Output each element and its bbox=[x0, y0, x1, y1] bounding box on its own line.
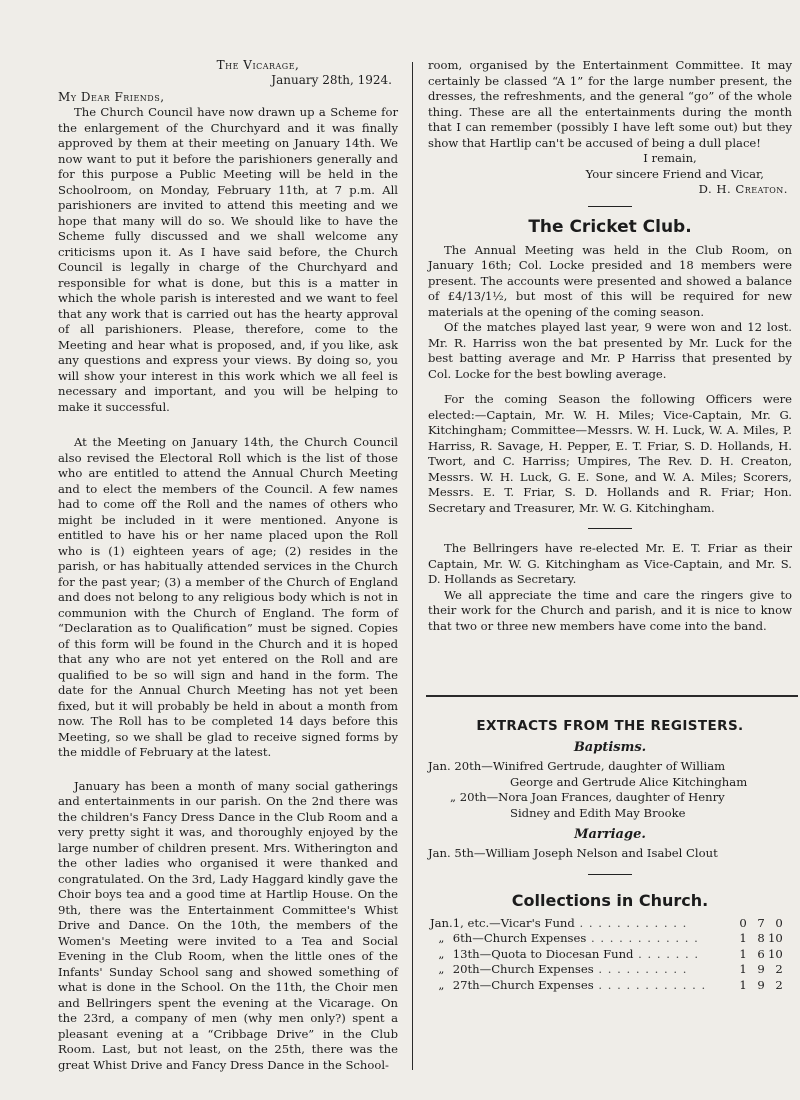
collection-pounds: 0 bbox=[739, 915, 747, 930]
baptism-date: „ 20th— bbox=[450, 790, 499, 804]
cricket-paragraph-meeting: The Annual Meeting was held in the Club Room, on January 16th; Col. Locke presided and 18 members were present. The accounts were presented and showed a balance of £4/13/1½, but most of this will be required for new materials at the opening of the coming season. bbox=[428, 242, 792, 319]
registers-top-rule bbox=[426, 695, 798, 697]
marriage-text: William Joseph Nelson and Isabel Clout bbox=[485, 846, 718, 860]
collection-row: „ 27th—Church Expenses . . . . . . . . . . . . 1 9 2 bbox=[430, 978, 783, 994]
cricket-paragraph-officers: For the coming Season the following Officers were elected:—Captain, Mr. W. H. Miles; Vice-Captain, Mr. G. Kitchingham; Committee—Messrs. W. H. Luck, W. A. Miles, P. Harriss, R. Savage, H. Pepper, E. T. Friar, S. D. Hollands, H. Twort, and C. Harriss; Umpires, The Rev. D. H. Creaton, Messrs. W. H. Luck, G. E. Sone, and W. A. Miles; Scorers, Messrs. E. T. Friar, S. D. Hollands and R. Friar; Hon. Secretary and Treasurer, Mr. W. G. Kitchingham. bbox=[428, 392, 792, 515]
cricket-paragraph-matches: Of the matches played last year, 9 were won and 12 lost. Mr. R. Harriss won the bat presented by Mr. Luck for the best batting average and Mr. P Harriss that presented by Col. Locke for the best bowling average. bbox=[428, 320, 792, 381]
baptism-text-continued: George and Gertrude Alice Kitchingham bbox=[510, 774, 748, 789]
bellringers-paragraph-appreciation: We all appreciate the time and care the ringers give to their work for the Church and parish, and it is nice to know that two or three new members have come into the band. bbox=[428, 587, 792, 633]
collection-description: 20th—Church Expenses bbox=[452, 962, 594, 976]
collection-row: Jan. 1, etc.—Vicar's Fund . . . . . . . . . . . . 0 7 0 bbox=[430, 915, 783, 930]
collection-description: 6th—Church Expenses bbox=[452, 931, 587, 945]
column-divider bbox=[412, 62, 413, 1070]
marriage-date: Jan. 5th— bbox=[428, 846, 486, 860]
registers-title: EXTRACTS FROM THE REGISTERS. bbox=[476, 718, 744, 734]
collection-pence: 10 bbox=[767, 931, 783, 945]
letter-signature: D. H. Creaton. bbox=[698, 182, 788, 196]
baptism-text: Winifred Gertrude, daughter of William bbox=[492, 759, 726, 773]
collection-pence: 10 bbox=[767, 946, 783, 961]
collection-pounds: 1 bbox=[739, 977, 747, 992]
collection-month: „ bbox=[438, 931, 445, 945]
collection-row: „ 6th—Church Expenses . . . . . . . . . . . . 1 8 10 bbox=[430, 931, 783, 947]
baptism-entry bbox=[428, 790, 792, 821]
collection-shillings: 7 bbox=[757, 915, 765, 930]
collection-description: 13th—Quota to Diocesan Fund bbox=[452, 946, 634, 961]
section-divider bbox=[588, 874, 632, 875]
collection-row: „ 20th—Church Expenses . . . . . . . . . . 1 9 2 bbox=[430, 962, 783, 978]
collection-description: 1, etc.—Vicar's Fund bbox=[452, 915, 575, 930]
collection-pence: 0 bbox=[775, 915, 783, 930]
baptism-text: Nora Joan Frances, daughter of Henry bbox=[498, 790, 725, 804]
letter-closing: I remain, bbox=[643, 151, 697, 165]
collection-pounds: 1 bbox=[739, 931, 747, 945]
collection-pence: 2 bbox=[775, 977, 783, 992]
section-divider bbox=[588, 528, 632, 529]
collection-month: „ bbox=[438, 962, 445, 976]
letter-closing-friend: Your sincere Friend and Vicar, bbox=[585, 166, 764, 181]
baptisms-heading: Baptisms. bbox=[573, 740, 647, 755]
left-column bbox=[58, 58, 398, 1073]
collection-shillings: 9 bbox=[757, 977, 765, 992]
letter-salutation: My Dear Friends, bbox=[58, 90, 165, 104]
letter-address: The Vicarage, bbox=[216, 58, 300, 72]
registers-section bbox=[428, 718, 792, 993]
letter-paragraph-continued: room, organised by the Entertainment Committee. It may certainly be classed “A 1” for the large number present, the dresses, the refreshments, and the general “go” of the whole thing. These are all the entertainments during the month that I can remember (possibly I have left some out) but they show that Hartlip can't be accused of being a dull place! bbox=[428, 58, 792, 150]
letter-date: January 28th, 1924. bbox=[271, 73, 392, 87]
letter-paragraph-electoral-roll: At the Meeting on January 14th, the Church Council also revised the Electoral Roll which is the list of those who are entitled to attend the Annual Church Meeting and to elect the members of the Council. A few names had to come off the Roll and the names of others who might be included in it were mentioned. Anyone is entitled to have his or her name placed upon the Roll who is (1) eighteen years of age; (2) resides in the parish, or has habitually attended services in the Church for the past year; (3) a member of the Church of England and does not belong to any religious body which is not in communion with the Church of England. The form of “Declaration as to Qualification” must be signed. Copies of this form will be found in the Church and it is hoped that any who are not yet entered on the Roll and are qualified to be so will sign and hand in the form. The date for the Annual Church Meeting has not yet been fixed, but it will probably be held in about a month from now. The Roll has to be completed 14 days before this Meeting, so we shall be glad to receive signed forms by the middle of February at the latest. bbox=[58, 435, 398, 759]
section-divider bbox=[588, 206, 632, 207]
collection-pounds: 1 bbox=[739, 946, 747, 961]
collection-shillings: 9 bbox=[757, 962, 765, 976]
collection-month: „ bbox=[438, 946, 445, 961]
marriage-heading: Marriage. bbox=[574, 827, 646, 842]
collection-shillings: 8 bbox=[757, 931, 765, 945]
baptism-date: Jan. 20th— bbox=[428, 759, 493, 773]
letter-paragraph-churchyard: The Church Council have now drawn up a Scheme for the enlargement of the Churchyard and it was finally approved by them at their meeting on January 14th. We now want to put it before the parishioners generally and for this purpose a Public Meeting will be held in the Schoolroom, on Monday, February 11th, at 7 p.m. All parishioners are invited to attend this meeting and we hope that many will do so. We should like to have the Scheme fully discussed and we shall welcome any criticisms upon it. As I have said before, the Church Council is legally in charge of the Churchyard and responsible for what is done, but this is a matter in which the whole parish is interested and we want to feel that any work that is carried out has the hearty approval of all parishioners. Please, therefore, come to the Meeting and hear what is proposed, and, if you like, ask any questions and express your views. By doing so, you will show your interest in this work which we all feel is necessary and important, and you will be helping to make it successful. bbox=[58, 105, 398, 414]
collection-row: „ 13th—Quota to Diocesan Fund . . . . . . . 1 6 10 bbox=[430, 947, 783, 963]
baptism-entry bbox=[428, 759, 792, 790]
baptism-text-continued: Sidney and Edith May Brooke bbox=[510, 805, 686, 820]
cricket-club-title: The Cricket Club. bbox=[528, 216, 692, 237]
collection-pence: 2 bbox=[775, 962, 783, 976]
collections-table bbox=[430, 916, 783, 994]
collections-title: Collections in Church. bbox=[511, 890, 709, 910]
collection-description: 27th—Church Expenses bbox=[452, 977, 594, 992]
collection-shillings: 6 bbox=[757, 946, 765, 961]
collection-month: „ bbox=[438, 977, 445, 992]
letter-paragraph-social-gatherings: January has been a month of many social gatherings and entertainments in our parish. On the 2nd there was the children's Fancy Dress Dance in the Club Room and a very pretty sight it was, and thoroughly enjoyed by the large number of children present. Mrs. Witherington and the other ladies who organised it were thanked and congratulated. On the 3rd, Lady Haggard kindly gave the Choir boys tea and a good time at Hartlip House. On the 9th, there was the Entertainment Committee's Whist Drive and Dance. On the 10th, the members of the Women's Meeting were invited to a Tea and Social Evening in the Club Room, when the little ones of the Infants' Sunday School sang and showed something of what is done in the School. On the 11th, the Choir men and Bellringers spent the evening at the Vicarage. On the 23rd, a company of men (why men only?) spent a pleasant evening at a “Cribbage Drive” in the Club Room. Last, but not least, on the 25th, there was the great Whist Drive and Fancy Dress Dance in the School- bbox=[58, 778, 398, 1072]
marriage-entry bbox=[428, 846, 792, 862]
bellringers-paragraph-officers: The Bellringers have re-elected Mr. E. T. Friar as their Captain, Mr. W. G. Kitchingham as Vice-Captain, and Mr. S. D. Hollands as Secretary. bbox=[428, 541, 792, 586]
collection-month: Jan. bbox=[430, 915, 453, 930]
right-column bbox=[428, 58, 792, 634]
collection-pounds: 1 bbox=[739, 962, 747, 976]
